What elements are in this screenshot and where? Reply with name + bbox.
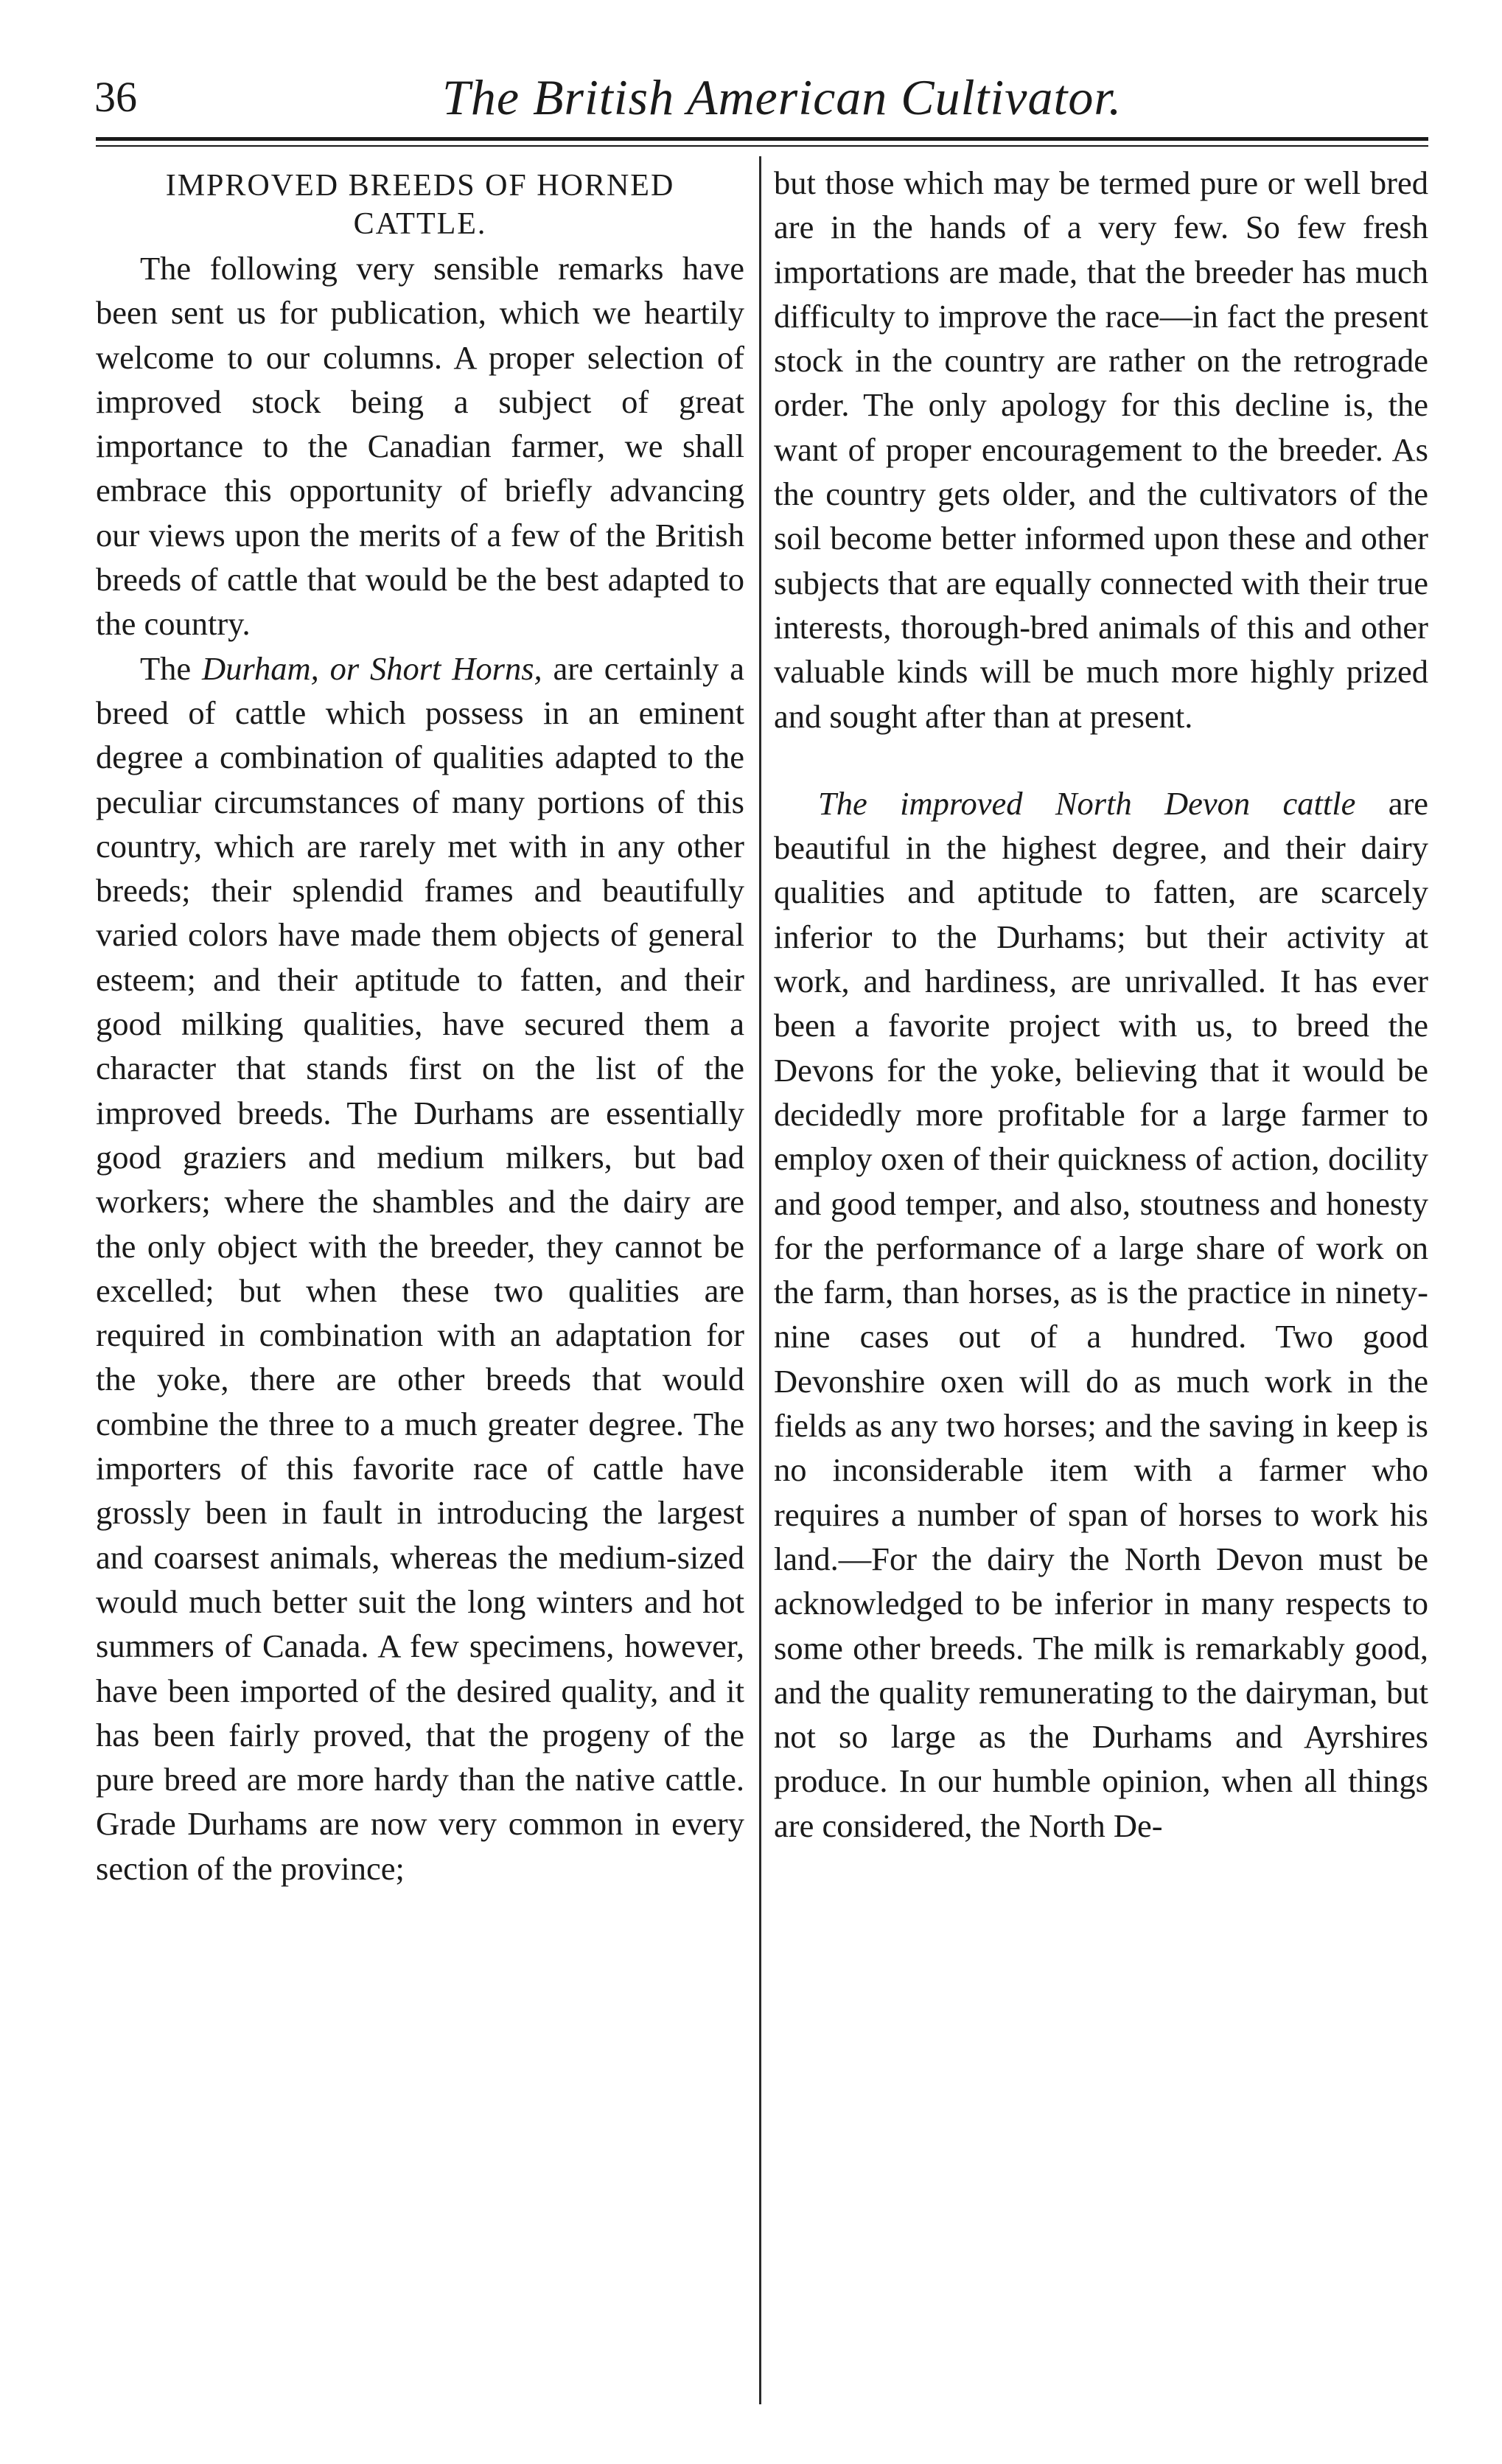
- devon-lead: The improved North Devon cattle: [818, 784, 1356, 822]
- journal-title: The British American Cultivator.: [442, 69, 1122, 125]
- durham-pre: The: [140, 649, 192, 687]
- paragraph-spacer: [774, 739, 1428, 781]
- article-heading-line2: CATTLE.: [353, 207, 487, 241]
- right-column: [774, 161, 1428, 1848]
- header-rule-thin: [96, 145, 1428, 147]
- devon-paragraph: [774, 781, 1428, 1848]
- page-number: 36: [94, 73, 137, 121]
- durham-lead: Durham, or Short Horns,: [202, 649, 542, 687]
- durham-continuation: but those which may be termed pure or well bred are in the hands of a very few. So few fresh importations are made, that the breeder has much difficulty to improve the race—in fact the present stock in the country are rather on the retrograde order. The only apology for this decline is, the want of proper encouragement to the breeder. As the country gets older, and the cultivators of the soil become better informed upon these and other subjects that are equally connected with their true interests, thorough-bred animals of this and other valuable kinds will be much more highly prized and sought after than at present.: [774, 164, 1428, 735]
- intro-paragraph: The following very sensible remarks have been sent us for publication, which we heartily welcome to our columns. A proper selection of improved stock being a subject of great importance to the Canadian farmer, we shall embrace this opportunity of briefly advancing our views upon the merits of a few of the British breeds of cattle that would be the best adapted to the country.: [96, 250, 744, 643]
- devon-text: are beautiful in the highest degree, and their dairy qualities and aptitude to fatten, are scarcely inferior to the Durhams; but their activity at work, and hardiness, are unrivalled. It has ever been a favorite project with us, to breed the Devons for the yoke, believing that it would be decidedly more profitable for a large farmer to employ oxen of their quickness of action, docility and good temper, and also, stoutness and honesty for the performance of a large share of work on the farm, than horses, as is the practice in ninety-nine cases out of a hundred. Two good Devonshire oxen will do as much work in the fields as any two horses; and the saving in keep is no inconsiderable item with a farmer who requires a number of span of horses to work his land.—For the dairy the North Devon must be acknowledged to be inferior in many respects to some other breeds. The milk is remarkably good, and the quality remunerating to the dairyman, but not so large as the Durhams and Ayrshires produce. In our humble opinion, when all things are considered, the North De-: [774, 784, 1429, 1844]
- header-rule-thick: [96, 137, 1428, 141]
- column-divider: [759, 156, 761, 2404]
- article-heading-line1: IMPROVED BREEDS OF HORNED: [165, 169, 675, 203]
- article-heading: [96, 167, 744, 243]
- durham-paragraph: [96, 646, 744, 1891]
- running-head: [88, 68, 1430, 127]
- left-column: [96, 161, 744, 1891]
- durham-text-left: are certainly a breed of cattle which possess in an eminent degree a combination of qualities adapted to the peculiar circumstances of many portions of this country, which are rarely met with in any other breeds; their splendid frames and beautifully varied colors have made them objects of general esteem; and their aptitude to fatten, and their good milking qualities, have secured them a character that stands first on the list of the improved breeds. The Durhams are essentially good graziers and medium milkers, but bad workers; where the shambles and the dairy are the only object with the breeder, they cannot be excelled; but when these two qualities are required in combination with an adaptation for the yoke, there are other breeds that would combine the three to a much greater degree. The importers of this favorite race of cattle have grossly been in fault in introducing the largest and coarsest animals, whereas the medium-sized would much better suit the long winters and hot summers of Canada. A few specimens, however, have been imported of the desired quality, and it has been fairly proved, that the progeny of the pure breed are more hardy than the native cattle. Grade Durhams are now very common in every section of the province;: [96, 649, 744, 1887]
